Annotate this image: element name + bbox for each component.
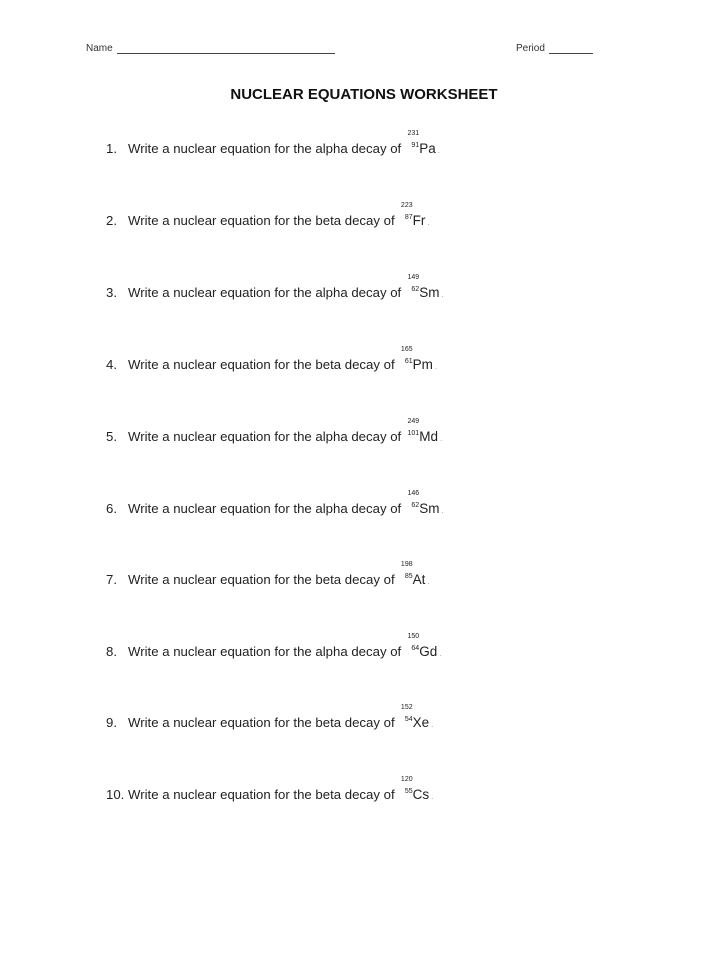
isotope-notation: [399, 704, 413, 727]
question-number: 7.: [106, 572, 117, 587]
question-item: [106, 490, 444, 516]
isotope-notation: [399, 202, 413, 225]
question-text: Write a nuclear equation for the alpha decay of: [128, 429, 402, 444]
question-number: 6.: [106, 501, 117, 516]
question-text: Write a nuclear equation for the alpha decay of: [128, 644, 402, 659]
period-mark: .: [439, 649, 442, 658]
period-mark: .: [439, 434, 443, 443]
worksheet-title: NUCLEAR EQUATIONS WORKSHEET: [230, 86, 498, 103]
isotope-notation: [405, 633, 420, 656]
mass-number: 165: [400, 346, 413, 353]
atomic-number: 85: [404, 573, 413, 580]
atomic-number: 55: [404, 788, 413, 795]
element-symbol: Sm: [419, 501, 440, 516]
element-symbol: Pa: [419, 141, 436, 156]
isotope-notation: [405, 130, 420, 153]
atomic-number: 62: [411, 286, 420, 293]
question-item: [106, 202, 430, 228]
period-mark: .: [437, 146, 440, 155]
question-text: Write a nuclear equation for the beta decay of: [128, 787, 395, 802]
question-item: [106, 704, 434, 730]
element-symbol: Pm: [412, 357, 433, 372]
question-number: 1.: [106, 141, 117, 156]
question-text: Write a nuclear equation for the alpha decay of: [128, 285, 402, 300]
question-text: Write a nuclear equation for the beta decay of: [128, 357, 395, 372]
period-mark: .: [431, 792, 434, 801]
question-number: 3.: [106, 285, 117, 300]
isotope-notation: [399, 561, 413, 584]
mass-number: 249: [407, 418, 420, 425]
element-symbol: At: [412, 572, 426, 587]
element-symbol: Cs: [412, 787, 430, 802]
mass-number: 120: [400, 776, 413, 783]
mass-number: 150: [407, 633, 420, 640]
mass-number: 149: [407, 274, 420, 281]
element-symbol: Gd: [419, 644, 438, 659]
question-number: 8.: [106, 644, 117, 659]
mass-number: 198: [400, 561, 413, 568]
period-blank-line[interactable]: [549, 53, 593, 54]
mass-number: 223: [400, 202, 413, 209]
atomic-number: 62: [411, 502, 420, 509]
isotope-notation: [405, 274, 420, 297]
period-mark: .: [441, 506, 444, 515]
question-number: 5.: [106, 429, 117, 444]
mass-number: 231: [407, 130, 420, 137]
atomic-number: 91: [411, 142, 420, 149]
element-symbol: Md: [419, 429, 438, 444]
question-text: Write a nuclear equation for the alpha decay of: [128, 501, 402, 516]
question-number: 2.: [106, 213, 117, 228]
atomic-number: 54: [404, 716, 413, 723]
period-field[interactable]: [516, 43, 593, 54]
question-item: [106, 346, 438, 372]
mass-number: 152: [400, 704, 413, 711]
isotope-notation: [399, 776, 413, 799]
atomic-number: 87: [404, 214, 413, 221]
mass-number: 146: [407, 490, 420, 497]
element-symbol: Fr: [412, 213, 426, 228]
period-label: Period: [516, 43, 545, 54]
question-text: Write a nuclear equation for the beta decay of: [128, 572, 395, 587]
name-field[interactable]: [86, 43, 335, 54]
question-item: [106, 776, 434, 802]
period-mark: .: [427, 218, 430, 227]
element-symbol: Sm: [419, 285, 440, 300]
isotope-notation: [399, 346, 413, 369]
period-mark: .: [427, 577, 430, 586]
period-mark: .: [434, 362, 438, 371]
question-number: 10.: [106, 787, 125, 802]
period-mark: .: [431, 720, 434, 729]
question-item: [106, 561, 430, 587]
period-mark: .: [441, 290, 444, 299]
question-item: [106, 418, 443, 444]
question-item: [106, 274, 444, 300]
atomic-number: 101: [407, 430, 420, 437]
isotope-notation: [405, 490, 420, 513]
name-blank-line[interactable]: [117, 53, 335, 54]
question-item: [106, 130, 440, 156]
atomic-number: 61: [404, 358, 413, 365]
question-item: [106, 633, 442, 659]
isotope-notation: [405, 418, 420, 441]
question-text: Write a nuclear equation for the alpha decay of: [128, 141, 402, 156]
question-text: Write a nuclear equation for the beta decay of: [128, 715, 395, 730]
question-number: 4.: [106, 357, 117, 372]
element-symbol: Xe: [412, 715, 430, 730]
atomic-number: 64: [411, 645, 420, 652]
name-label: Name: [86, 43, 113, 54]
question-number: 9.: [106, 715, 117, 730]
question-text: Write a nuclear equation for the beta decay of: [128, 213, 395, 228]
